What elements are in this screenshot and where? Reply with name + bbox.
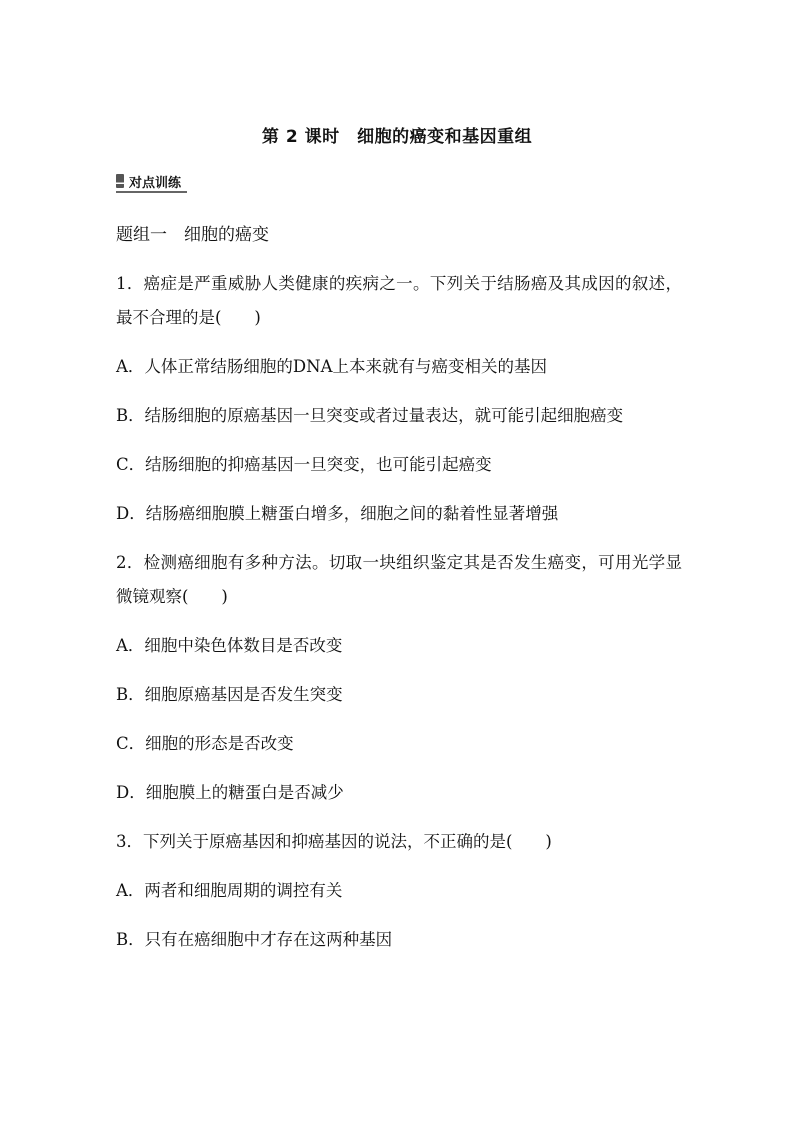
option-b: B．结肠细胞的原癌基因一旦突变或者过量表达，就可能引起细胞癌变 xyxy=(116,406,624,425)
option-c: C．细胞的形态是否改变 xyxy=(116,734,294,753)
option-a: A．细胞中染色体数目是否改变 xyxy=(116,636,343,655)
option-d: D．细胞膜上的糖蛋白是否减少 xyxy=(116,783,344,802)
question-stem: 3．下列关于原癌基因和抑癌基因的说法，不正确的是( ) xyxy=(116,832,552,851)
group-heading: 题组一 细胞的癌变 xyxy=(116,225,269,245)
question-1 xyxy=(116,267,682,531)
option-a: A．人体正常结肠细胞的DNA上本来就有与癌变相关的基因 xyxy=(116,357,547,376)
page-title: 第 2 课时 细胞的癌变和基因重组 xyxy=(261,127,533,147)
option-b: B．只有在癌细胞中才存在这两种基因 xyxy=(116,930,393,949)
section-tag xyxy=(116,171,187,193)
content xyxy=(116,218,682,972)
option-c: C．结肠细胞的抑癌基因一旦突变，也可能引起癌变 xyxy=(116,455,492,474)
question-stem: 1．癌症是严重威胁人类健康的疾病之一。下列关于结肠癌及其成因的叙述，最不合理的是( ) xyxy=(116,274,682,327)
option-a: A．两者和细胞周期的调控有关 xyxy=(116,881,343,900)
section-tag-label: 对点训练 xyxy=(129,175,182,191)
bookmark-icon xyxy=(116,174,124,188)
question-stem: 2．检测癌细胞有多种方法。切取一块组织鉴定其是否发生癌变，可用光学显微镜观察( ) xyxy=(116,553,682,606)
option-d: D．结肠癌细胞膜上糖蛋白增多，细胞之间的黏着性显著增强 xyxy=(116,504,559,523)
question-2 xyxy=(116,546,682,810)
option-b: B．细胞原癌基因是否发生突变 xyxy=(116,685,343,704)
question-3 xyxy=(116,825,682,957)
